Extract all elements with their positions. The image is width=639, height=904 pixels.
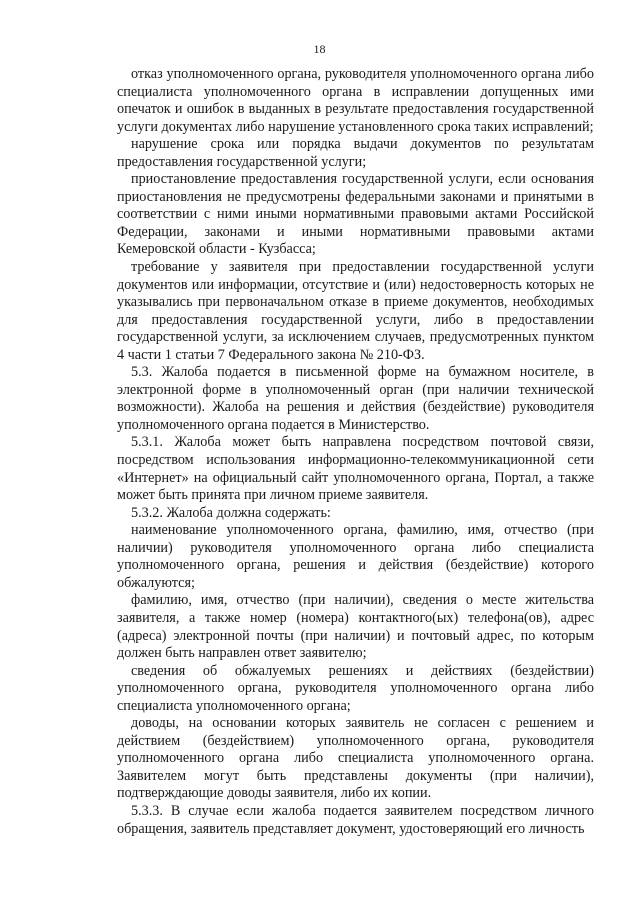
paragraph: отказ уполномоченного органа, руководителя уполномоченного органа либо специалиста уполномоченного органа в исправлении допущенных ими опечаток и ошибок в выданных в результате предоставления государственной услуги документах либо нарушение установленного срока таких исправлений;: [117, 66, 594, 135]
page-number: 18: [313, 42, 326, 56]
paragraph: наименование уполномоченного органа, фамилию, имя, отчество (при наличии) руководителя уполномоченного органа либо специалиста уполномоченного органа, решения и действия (бездействие) которого обжалуются;: [117, 522, 594, 591]
paragraph: доводы, на основании которых заявитель не согласен с решением и действием (бездействием) уполномоченного органа, руководителя уполномоченного органа либо специалиста уполномоченного органа. Заявителем могут быть представлены документы (при наличии), подтверждающие доводы заявителя, либо их копии.: [117, 715, 594, 802]
paragraph: 5.3. Жалоба подается в письменной форме на бумажном носителе, в электронной форме в уполномоченный орган (при наличии технической возможности). Жалоба на решения и действия (бездействие) руководителя уполномоченного органа подается в Министерство.: [117, 364, 594, 433]
paragraph: 5.3.1. Жалоба может быть направлена посредством почтовой связи, посредством использования информационно-телекоммуникационной сети «Интернет» на официальный сайт уполномоченного органа, Портал, а также может быть принята при личном приеме заявителя.: [117, 434, 594, 504]
paragraph: фамилию, имя, отчество (при наличии), сведения о месте жительства заявителя, а также номер (номера) контактного(ых) телефона(ов), адрес (адреса) электронной почты (при наличии) и почтовый адрес, по которым должен быть направлен ответ заявителю;: [117, 592, 594, 662]
paragraph: нарушение срока или порядка выдачи документов по результатам предоставления государственной услуги;: [117, 136, 594, 170]
paragraph: приостановление предоставления государственной услуги, если основания приостановления не предусмотрены федеральными законами и принятыми в соответствии с ними иными нормативными правовыми актами Российской Федерации, законами и иными нормативными правовыми актами Кемеровской области - Кузбасса;: [117, 171, 594, 258]
document-body: [117, 66, 594, 838]
paragraph: 5.3.3. В случае если жалоба подается заявителем посредством личного обращения, заявитель представляет документ, удостоверяющий его личность: [117, 802, 594, 837]
paragraph: требование у заявителя при предоставлении государственной услуги документов или информации, отсутствие и (или) недостоверность которых не указывались при первоначальном отказе в приеме документов, необходимых для предоставления государственной услуги, либо в предоставлении государственной услуги, за исключением случаев, предусмотренных пунктом 4 части 1 статьи 7 Федерального закона № 210-ФЗ.: [117, 259, 594, 363]
paragraph: сведения об обжалуемых решениях и действиях (бездействии) уполномоченного органа, руководителя уполномоченного органа либо специалиста уполномоченного органа;: [117, 662, 594, 714]
paragraph: 5.3.2. Жалоба должна содержать:: [131, 504, 331, 521]
